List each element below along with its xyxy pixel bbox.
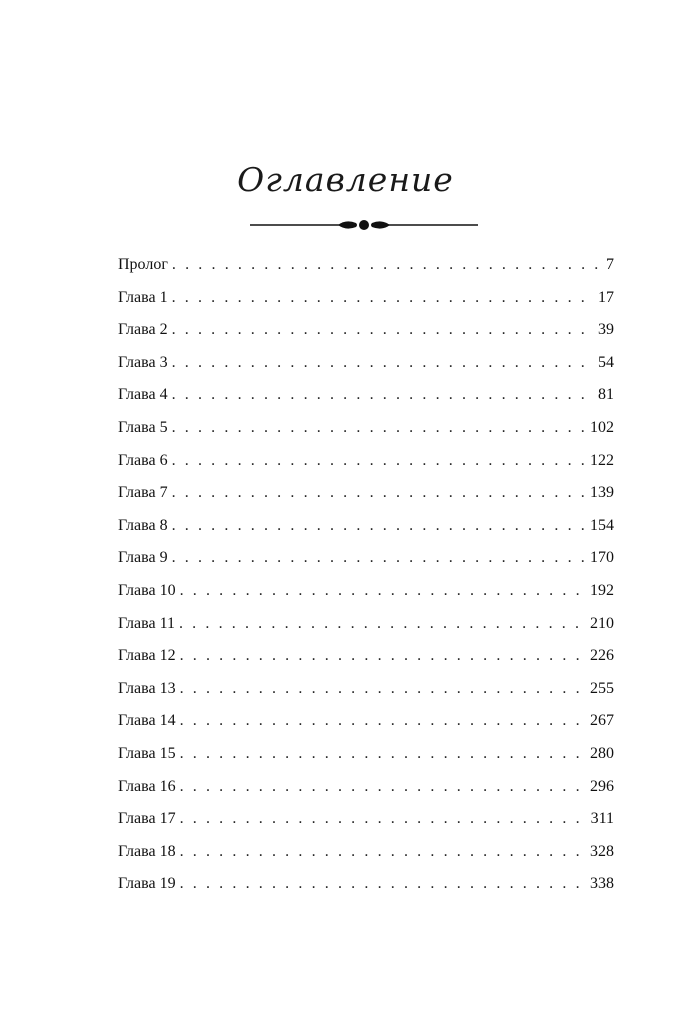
dot-leader	[180, 680, 586, 698]
dot-leader	[180, 810, 587, 828]
toc-entry-label: Глава 4	[118, 386, 168, 404]
toc-entry[interactable]	[118, 647, 614, 680]
dot-leader	[172, 354, 594, 372]
toc-entry-label: Глава 3	[118, 353, 168, 371]
toc-entry[interactable]	[118, 712, 614, 745]
toc-entry-label: Глава 6	[118, 451, 168, 469]
toc-entry-page-number: 7	[606, 256, 614, 273]
toc-entry-page-number: 170	[590, 549, 614, 567]
dot-leader	[172, 386, 594, 404]
toc-entry-label: Глава 15	[118, 744, 176, 762]
toc-entry[interactable]	[118, 289, 614, 322]
toc-entry-page-number: 311	[590, 810, 614, 828]
dot-leader	[172, 549, 586, 567]
dot-leader	[172, 289, 594, 307]
toc-entry[interactable]	[118, 843, 614, 876]
dot-leader	[179, 615, 586, 633]
toc-entry-page-number: 267	[590, 712, 614, 730]
dot-leader	[180, 582, 586, 600]
toc-entry-label: Глава 16	[118, 777, 176, 795]
toc-entry-label: Пролог	[118, 256, 168, 273]
toc-entry-page-number: 280	[590, 744, 614, 762]
toc-entry[interactable]	[118, 256, 614, 289]
toc-entry-page-number: 328	[590, 842, 614, 860]
toc-entry[interactable]	[118, 321, 614, 354]
toc-entry[interactable]	[118, 615, 614, 648]
toc-entry-page-number: 192	[590, 581, 614, 599]
toc-entry-label: Глава 13	[118, 679, 176, 697]
toc-entry[interactable]	[118, 419, 614, 452]
toc-entry-label: Глава 11	[118, 614, 175, 632]
toc-entry[interactable]	[118, 582, 614, 615]
dot-leader	[172, 517, 586, 535]
dot-leader	[180, 647, 586, 665]
toc-entry[interactable]	[118, 386, 614, 419]
toc-entry-label: Глава 19	[118, 875, 176, 893]
toc-entry-label: Глава 10	[118, 581, 176, 599]
flourish-divider-icon	[250, 214, 478, 236]
toc-entry-page-number: 226	[590, 647, 614, 665]
toc-entry[interactable]	[118, 745, 614, 778]
toc-entry[interactable]	[118, 778, 614, 811]
toc-entry[interactable]	[118, 810, 614, 843]
toc-entry-label: Глава 5	[118, 418, 168, 436]
toc-entry-label: Глава 17	[118, 810, 176, 828]
toc-entry-page-number: 17	[598, 288, 614, 306]
toc-entry-page-number: 296	[590, 777, 614, 795]
toc-entry-label: Глава 9	[118, 549, 168, 567]
dot-leader	[172, 321, 594, 339]
toc-entry-page-number: 154	[590, 516, 614, 534]
dot-leader	[180, 778, 586, 796]
toc-entry-label: Глава 18	[118, 842, 176, 860]
toc-entry[interactable]	[118, 517, 614, 550]
toc-entry-label: Глава 1	[118, 288, 168, 306]
toc-entry-label: Глава 12	[118, 647, 176, 665]
toc-entry[interactable]	[118, 875, 614, 908]
dot-leader	[172, 256, 602, 274]
toc-entry-page-number: 39	[598, 321, 614, 339]
toc-entry-page-number: 102	[590, 418, 614, 436]
table-of-contents	[118, 256, 614, 908]
dot-leader	[180, 712, 586, 730]
toc-entry[interactable]	[118, 680, 614, 713]
toc-entry[interactable]	[118, 484, 614, 517]
toc-entry-page-number: 255	[590, 679, 614, 697]
toc-entry-page-number: 139	[590, 484, 614, 502]
toc-entry-page-number: 54	[598, 353, 614, 371]
toc-entry-page-number: 81	[598, 386, 614, 404]
toc-entry[interactable]	[118, 549, 614, 582]
dot-leader	[180, 843, 586, 861]
dot-leader	[172, 419, 586, 437]
dot-leader	[180, 875, 586, 893]
toc-entry[interactable]	[118, 452, 614, 485]
toc-entry-page-number: 210	[590, 614, 614, 632]
toc-entry-page-number: 338	[590, 875, 614, 893]
dot-leader	[180, 745, 586, 763]
page-title: Оглавление	[237, 160, 454, 199]
toc-entry-label: Глава 2	[118, 321, 168, 339]
toc-entry-page-number: 122	[590, 451, 614, 469]
toc-entry[interactable]	[118, 354, 614, 387]
toc-entry-label: Глава 8	[118, 516, 168, 534]
dot-leader	[172, 484, 586, 502]
toc-entry-label: Глава 7	[118, 484, 168, 502]
dot-leader	[172, 452, 586, 470]
toc-entry-label: Глава 14	[118, 712, 176, 730]
